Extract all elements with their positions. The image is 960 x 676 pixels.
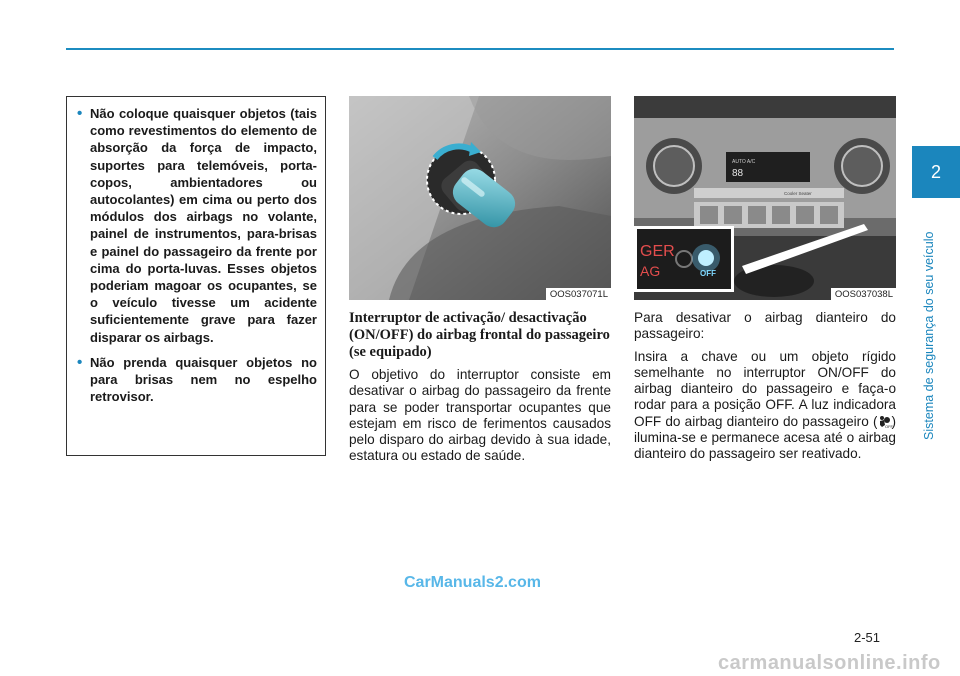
console-mode-text: AUTO A/C bbox=[732, 159, 756, 165]
warning-box bbox=[66, 96, 326, 456]
right-paragraph-2-end: ) ilumina-se e permanece acesa até o airbag dianteiro do passageiro ser reativado. bbox=[634, 413, 896, 462]
chapter-title: Sistema de segurança do seu veículo bbox=[922, 231, 936, 440]
right-paragraph-2-start: Insira a chave ou um objeto rígido semelhante no interruptor ON/OFF do airbag dianteiro do passageiro e faça-o rodar para a posição OFF. A luz indicadora OFF do airbag dianteiro do passageiro ( bbox=[634, 348, 896, 429]
console-illustration bbox=[634, 96, 896, 300]
chapter-tab bbox=[912, 146, 960, 198]
right-paragraph-1: Para desativar o airbag dianteiro do passageiro: bbox=[634, 310, 896, 342]
console-temp-text: 88 bbox=[732, 168, 744, 179]
svg-text:OFF: OFF bbox=[885, 423, 894, 429]
right-column bbox=[634, 310, 896, 469]
middle-paragraph: O objetivo do interruptor consiste em desativar o airbag do passageiro da frente para se poder transportar ocupantes que estejam em risco de ferimentos causados pelo disparo do airbag devido à sua idade, estatura ou estado de saúde. bbox=[349, 367, 611, 464]
page-number: 2-51 bbox=[854, 630, 881, 645]
section-heading: Interruptor de activação/ desactivação (ON/OFF) do airbag frontal do passageiro (se equipado) bbox=[349, 310, 610, 360]
warning-item: • Não prenda quaisquer objetos no para brisas nem no espelho retrovisor. bbox=[77, 354, 317, 406]
callout-off-text: OFF bbox=[700, 269, 716, 278]
image-code-right: OOS037038L bbox=[831, 288, 896, 300]
warning-item: • Não coloque quaisquer objetos (tais como revestimentos do elemento de absorção da força de impacto, suportes para telemóveis, porta-copos, ambientadores ou autocolantes) em cima ou perto dos módulos dos airbags no volante, painel de instrumentos, para-brisas e painel do passageiro da frente por cima do porta-luvas. Esses objetos poderiam magoar os ocupantes, se o veículo tivesse um acidente suficientemente grave para fazer disparar os airbags. bbox=[77, 105, 317, 346]
right-paragraph-2 bbox=[634, 349, 896, 463]
site-watermark: carmanualsonline.info bbox=[718, 652, 941, 674]
console-cooler-text: Cooler Seater bbox=[784, 191, 812, 196]
airbag-switch-photo bbox=[349, 96, 611, 300]
callout-text-1: GER bbox=[640, 243, 675, 260]
warning-list bbox=[77, 105, 317, 405]
callout-text-2: AG bbox=[640, 263, 661, 279]
console-photo bbox=[634, 96, 896, 300]
chapter-number: 2 bbox=[930, 161, 941, 182]
image-code-left: OOS037071L bbox=[546, 288, 611, 300]
key-switch-illustration bbox=[349, 96, 611, 300]
watermark: CarManuals2.com bbox=[404, 574, 541, 591]
middle-column bbox=[349, 310, 611, 471]
airbag-off-indicator-icon bbox=[877, 415, 894, 429]
top-rule bbox=[66, 48, 894, 50]
